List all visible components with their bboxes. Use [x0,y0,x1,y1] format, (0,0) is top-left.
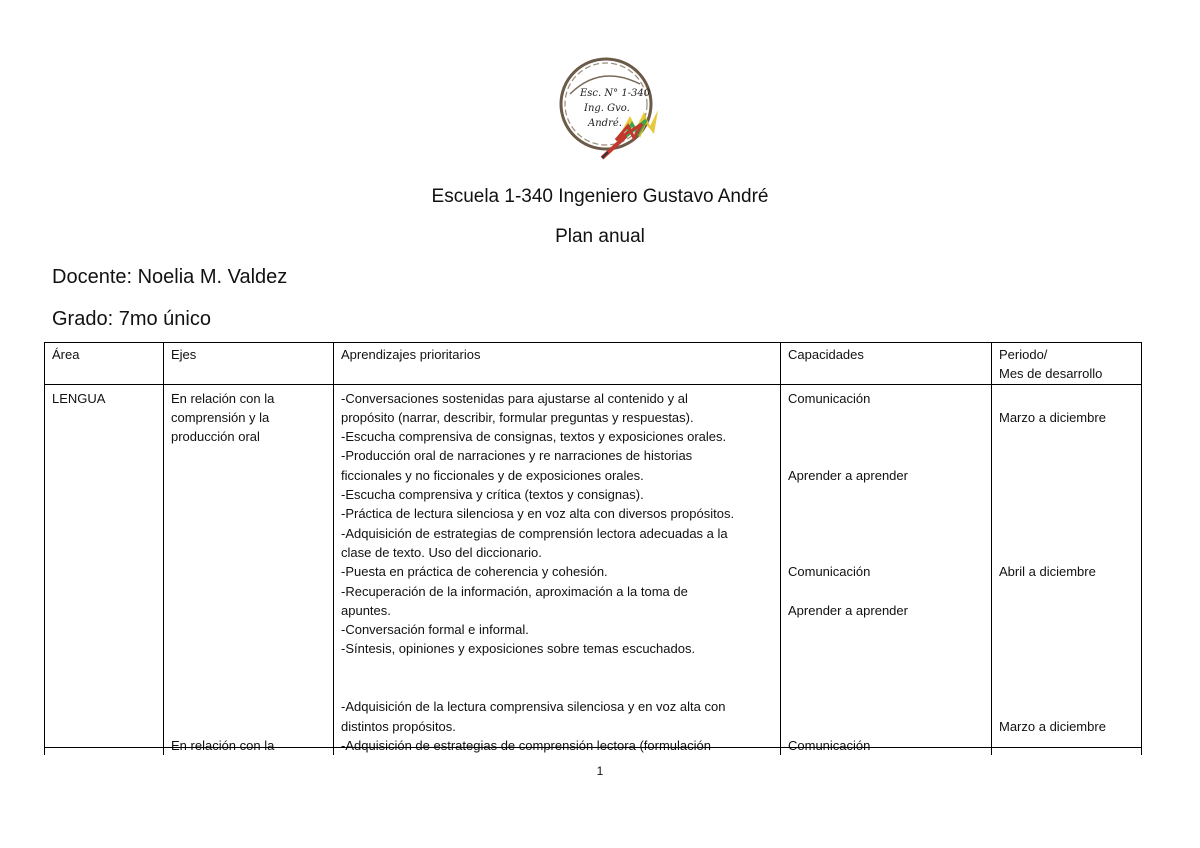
school-logo [550,54,666,164]
header-capacidades: Capacidades [781,343,992,385]
svg-text:André.: André. [588,118,622,129]
school-name: Escuela 1-340 Ingeniero Gustavo André [431,186,769,207]
table-row [45,384,1142,755]
header-area: Área [45,343,164,385]
page-number: 1 [596,764,604,778]
cell-periodo: Marzo a diciembre Abril a diciembre Marzo a diciembre [992,384,1142,755]
table-header-row [45,343,1142,385]
grade-label: Grado: 7mo único [52,308,211,330]
teacher-name: Docente: Noelia M. Valdez [52,266,288,288]
header-aprendizajes: Aprendizajes prioritarios [334,343,781,385]
cell-capacidades: Comunicación Aprender a aprender Comunicación Aprender a aprender Comunicación [781,384,992,755]
table-bottom-border [44,747,1142,748]
cell-ejes: En relación con la comprensión y la producción oral En relación con la [164,384,334,755]
cell-aprendizajes: -Conversaciones sostenidas para ajustarse al contenido y al propósito (narrar, describir, formular preguntas y respuestas). -Escucha comprensiva de consignas, textos y exposiciones orales. -Producción oral de narraciones y re narraciones de historias ficcionales y no ficcionales y de exposiciones orales. -Escucha comprensiva y crítica (textos y consignas). -Práctica de lectura silenciosa y en voz alta con diversos propósitos. -Adquisición de estrategias de comprensión lectora adecuadas a la clase de texto. Uso del diccionario. -Puesta en práctica de coherencia y cohesión. -Recuperación de la información, aproximación a la toma de apuntes. -Conversación formal e informal. -Síntesis, opiniones y exposiciones sobre temas escuchados. -Adquisición de la lectura comprensiva silenciosa y en voz alta con distintos propósitos. -Adquisición de estrategias de comprensión lectora (formulación [334,384,781,755]
annual-plan-table [44,342,1142,755]
svg-text:Esc. N° 1-340: Esc. N° 1-340 [580,88,651,99]
document-title: Plan anual [555,226,645,247]
cell-area: LENGUA [45,384,164,755]
svg-text:Ing. Gvo.: Ing. Gvo. [584,103,630,114]
header-periodo: Periodo/ Mes de desarrollo [992,343,1142,385]
header-ejes: Ejes [164,343,334,385]
